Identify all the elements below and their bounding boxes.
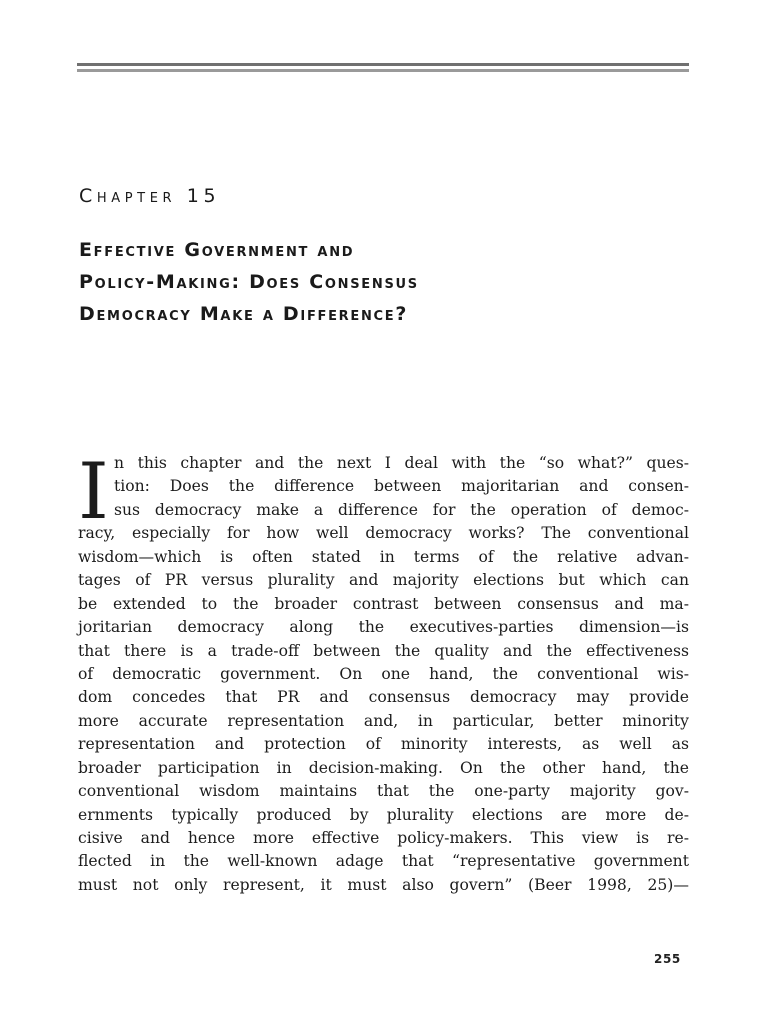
drop-cap: I	[78, 447, 109, 537]
text-line: dom concedes that PR and consensus democracy may provide	[78, 688, 689, 707]
text-line: must not only represent, it must also govern” (Beer 1998, 25)—	[78, 875, 689, 894]
body-paragraph	[78, 447, 689, 897]
text-line: joritarian democracy along the executives-parties dimension—is	[78, 618, 689, 637]
chapter-title-line: Effective Government and	[79, 239, 355, 261]
text-line: flected in the well-known adage that “representative government	[78, 852, 689, 871]
text-line: cisive and hence more effective policy-makers. This view is re-	[78, 829, 689, 847]
text-line: that there is a trade-off between the quality and the effectiveness	[78, 641, 689, 660]
chapter-label: Chapter 15	[79, 185, 221, 207]
text-line: wisdom—which is often stated in terms of the relative advan-	[78, 547, 689, 566]
text-line: tages of PR versus plurality and majority elections but which can	[78, 571, 689, 590]
chapter-title-line: Democracy Make a Difference?	[79, 303, 409, 325]
text-line: sus democracy make a difference for the operation of democ-	[114, 500, 689, 519]
text-line: be extended to the broader contrast between consensus and ma-	[78, 594, 689, 613]
chapter-title	[79, 234, 699, 330]
text-line: representation and protection of minority interests, as well as	[78, 735, 689, 754]
text-line: broader participation in decision-making. On the other hand, the	[78, 758, 689, 777]
text-line: conventional wisdom maintains that the one-party majority gov-	[78, 782, 689, 801]
text-line: racy, especially for how well democracy works? The conventional	[78, 524, 689, 543]
text-line: ernments typically produced by plurality elections are more de-	[78, 805, 689, 824]
text-line: n this chapter and the next I deal with the “so what?” ques-	[114, 454, 689, 472]
chapter-title-line: Policy-Making: Does Consensus	[79, 271, 419, 293]
text-line: more accurate representation and, in particular, better minority	[78, 711, 689, 730]
header-rule-bottom	[77, 69, 689, 72]
text-line: of democratic government. On one hand, the conventional wis-	[78, 664, 689, 683]
page-number: 255	[654, 952, 681, 966]
text-line: tion: Does the difference between majoritarian and consen-	[114, 477, 689, 496]
header-rule-top	[77, 63, 689, 66]
